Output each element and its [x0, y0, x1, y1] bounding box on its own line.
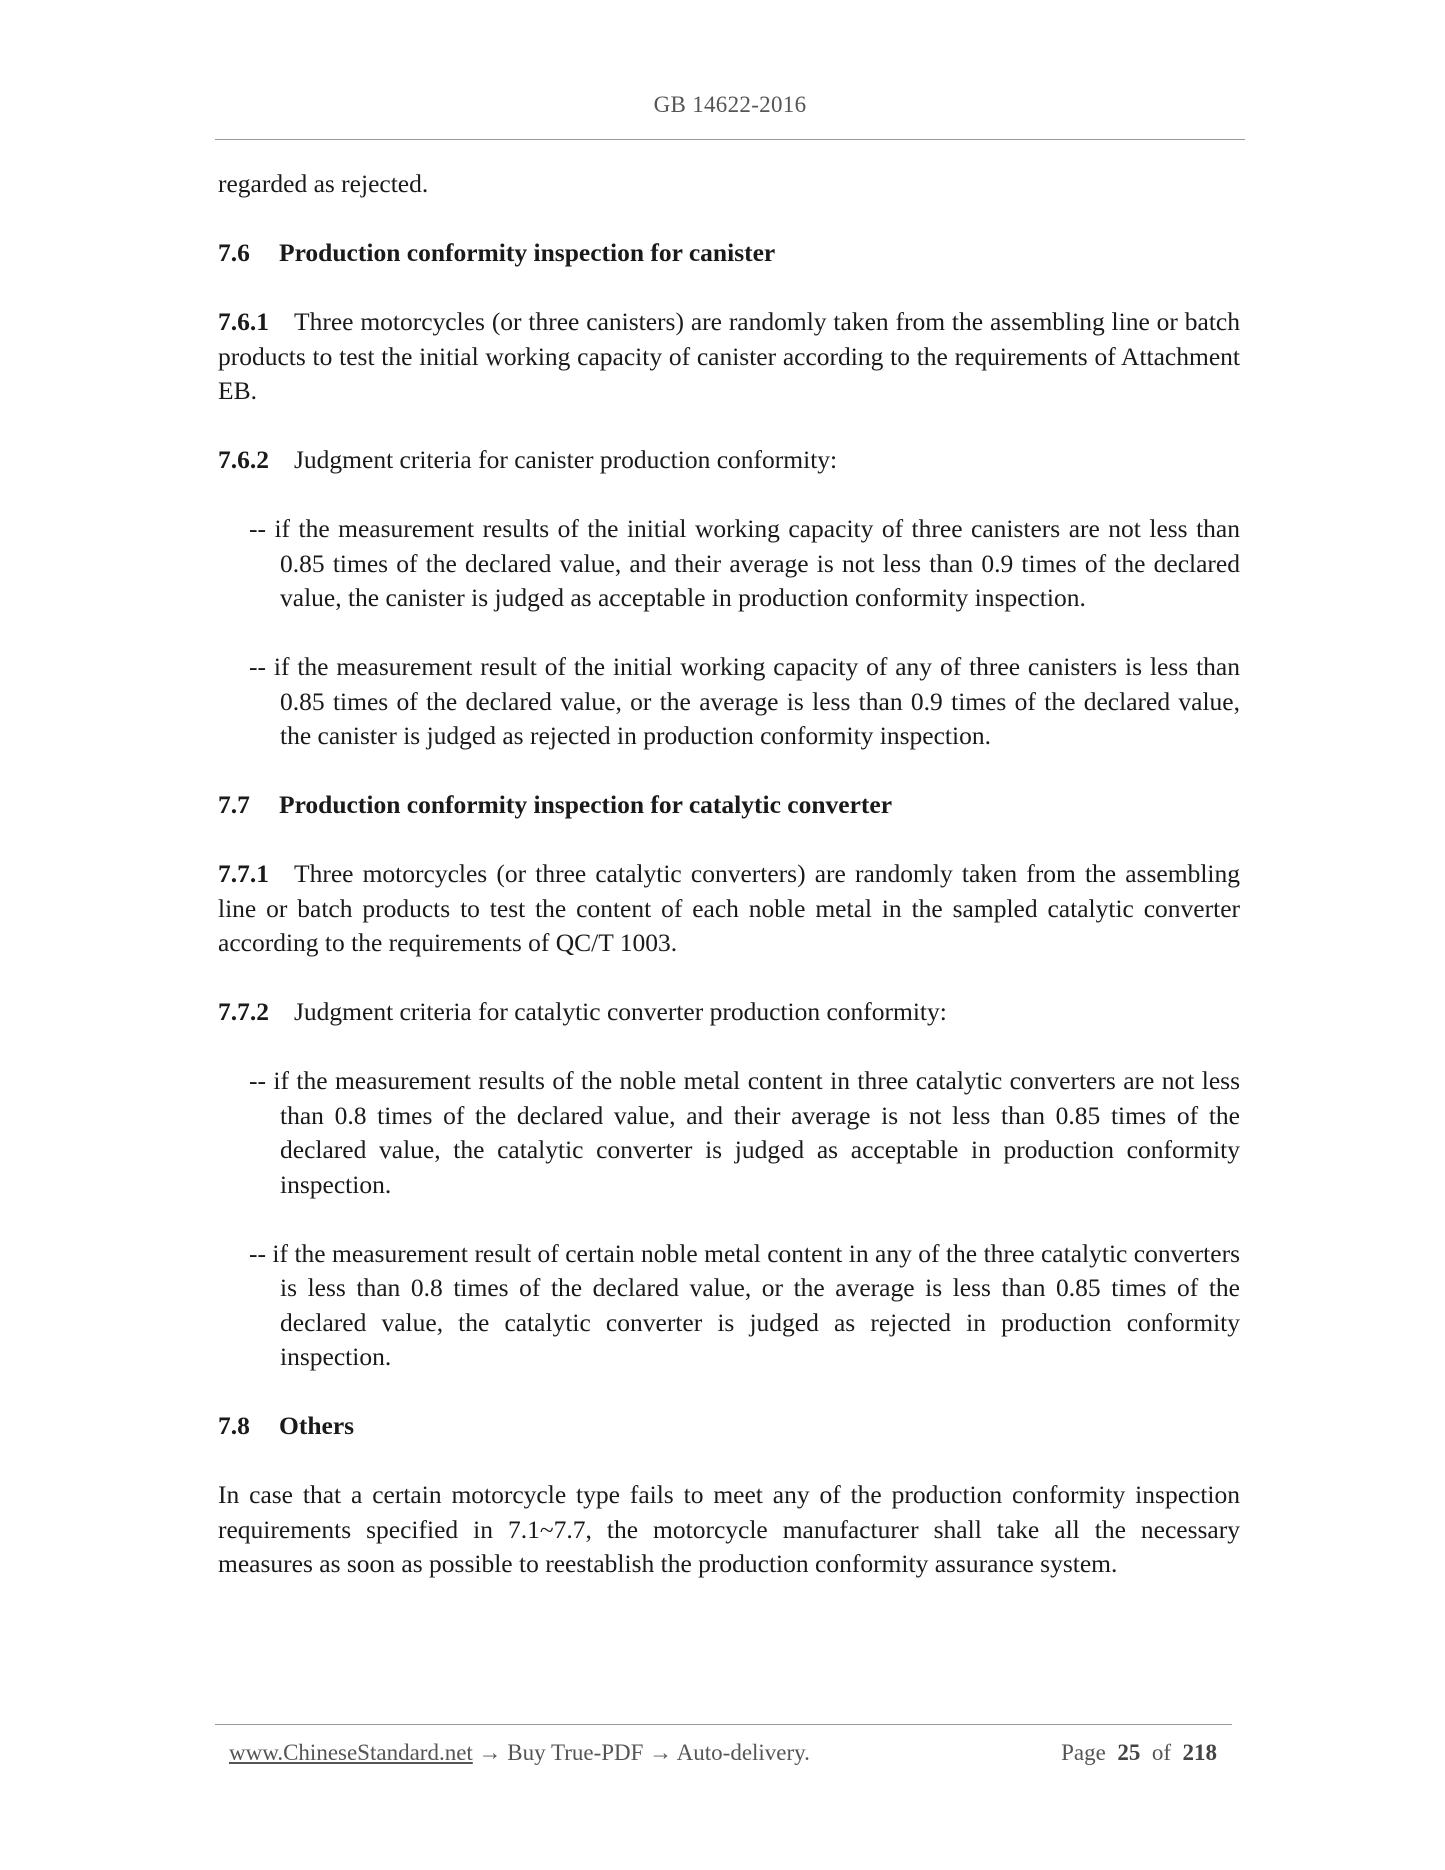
section-title: Production conformity inspection for canister — [279, 238, 776, 267]
page-current: 25 — [1117, 1740, 1141, 1765]
section-title: Others — [279, 1411, 355, 1440]
canister-criterion-reject: -- if the measurement result of the initial working capacity of any of three canisters is less than 0.85 times of the declared value, or the average is less than 0.9 times of the declared value, the canister is judged as rejected in production conformity inspection. — [249, 652, 1240, 750]
canister-criterion-accept: -- if the measurement results of the initial working capacity of three canisters are not less than 0.85 times of the declared value, and their average is not less than 0.9 times of the declared value, the canister is judged as acceptable in production conformity inspection. — [249, 514, 1240, 612]
section-number: 7.6 — [218, 238, 250, 267]
section-7-7-heading — [218, 788, 1240, 823]
website-link[interactable]: www.ChineseStandard.net — [229, 1740, 473, 1765]
header-divider — [215, 139, 1245, 140]
document-header — [215, 92, 1245, 118]
section-7-6-heading — [218, 236, 1240, 271]
clause-number: 7.7.1 — [218, 859, 269, 888]
clause-number: 7.6.1 — [218, 307, 269, 336]
converter-criterion-reject: -- if the measurement result of certain noble metal content in any of the three catalytic converters is less than 0.8 times of the declared value, or the average is less than 0.85 times of the declared value, the catalytic converter is judged as rejected in production conformity inspection. — [249, 1238, 1240, 1371]
page-total: 218 — [1182, 1740, 1217, 1765]
clause-7-7-1 — [218, 857, 1240, 961]
clause-text: Three motorcycles (or three catalytic converters) are randomly taken from the assembling line or batch products to test the content of each noble metal in the sampled catalytic converter according to the requirements of QC/T 1003. — [218, 859, 1240, 957]
clause-7-6-2 — [218, 443, 1240, 478]
promo-text: → Buy True-PDF → Auto-delivery. — [472, 1740, 810, 1765]
section-number: 7.7 — [218, 790, 250, 819]
clause-7-6-1 — [218, 305, 1240, 409]
clause-text: Three motorcycles (or three canisters) are randomly taken from the assembling line or batch products to test the initial working capacity of canister according to the requirements of Attachment EB. — [218, 307, 1240, 405]
page-indicator — [1061, 1740, 1217, 1766]
continuation-text: regarded as rejected. — [218, 169, 429, 198]
section-number: 7.8 — [218, 1411, 250, 1440]
clause-number: 7.7.2 — [218, 997, 269, 1026]
clause-7-7-2 — [218, 995, 1240, 1030]
page-of: of — [1151, 1740, 1171, 1765]
footer-divider — [215, 1724, 1232, 1725]
clause-text: Judgment criteria for catalytic converter production conformity: — [294, 997, 947, 1026]
standard-code: GB 14622-2016 — [653, 92, 807, 117]
section-title: Production conformity inspection for catalytic converter — [279, 790, 893, 819]
section-7-8-heading — [218, 1409, 1240, 1444]
section-7-8-paragraph: In case that a certain motorcycle type fails to meet any of the production conformity inspection requirements specified in 7.1~7.7, the motorcycle manufacturer shall take all the necessary measures as soon as possible to reestablish the production conformity assurance system. — [218, 1480, 1240, 1578]
converter-criterion-accept: -- if the measurement results of the noble metal content in three catalytic converters are not less than 0.8 times of the declared value, and their average is not less than 0.85 times of the declared value, the catalytic converter is judged as acceptable in production conformity inspection. — [249, 1066, 1240, 1199]
footer-promo — [229, 1740, 810, 1766]
clause-text: Judgment criteria for canister production conformity: — [294, 445, 838, 474]
page-content — [218, 167, 1240, 1582]
page-label: Page — [1061, 1740, 1106, 1765]
clause-number: 7.6.2 — [218, 445, 269, 474]
